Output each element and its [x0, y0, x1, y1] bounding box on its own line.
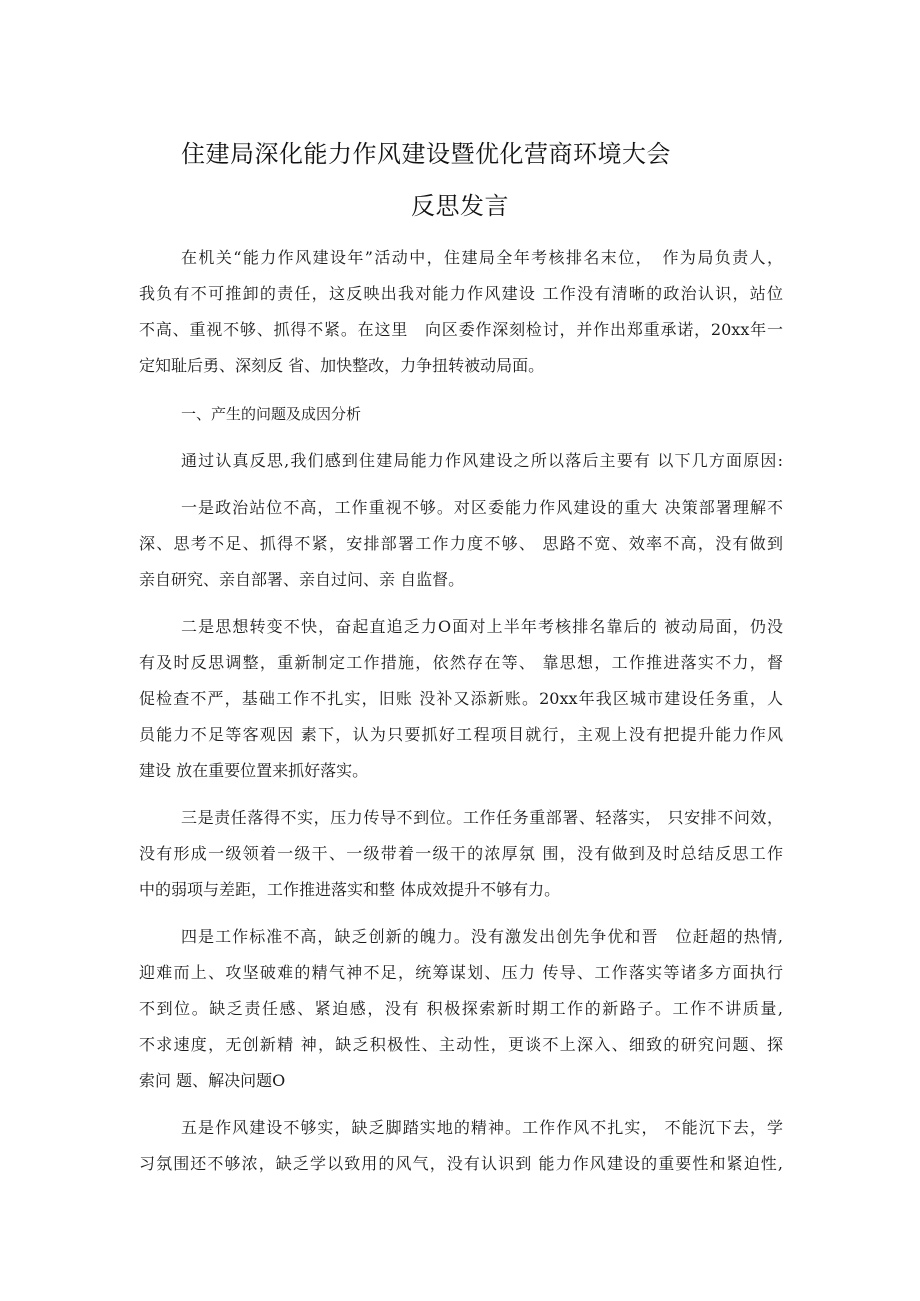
- paragraph-line: 不高、重视不够、抓得不紧。在这里 向区委作深刻检讨，并作出郑重承诺，20xx年一: [139, 320, 783, 339]
- paragraph-line: 没有形成一级领着一级干、一级带着一级干的浓厚氛 围，没有做到及时总结反思工作: [139, 844, 783, 863]
- paragraph-line: 定知耻后勇、深刻反 省、加快整改，力争扭转被动局面。: [139, 356, 545, 375]
- paragraph-line: 亲自研究、亲自部署、亲自过问、亲 自监督。: [139, 570, 465, 589]
- paragraph-line: 索问 题、解决问题O: [139, 1071, 286, 1090]
- paragraph-line: 建设 放在重要位置来抓好落实。: [139, 761, 369, 780]
- document-title-line-2: 反思发言: [411, 192, 509, 220]
- paragraph-line: 四是工作标准不高，缺乏创新的魄力。没有激发出创先争优和晋 位赶超的热情,: [181, 927, 783, 946]
- paragraph-line: 促检查不严，基础工作不扎实，旧账 没补又添新账。20xx年我区城市建设任务重，人: [139, 689, 783, 708]
- paragraph-line: 我负有不可推卸的责任，这反映出我对能力作风建设 工作没有清晰的政治认识，站位: [139, 284, 783, 303]
- paragraph-line: 习氛围还不够浓，缺乏学以致用的风气，没有认识到 能力作风建设的重要性和紧迫性,: [139, 1154, 783, 1173]
- paragraph-line: 三是责任落得不实，压力传导不到位。工作任务重部署、轻落实， 只安排不问效，: [181, 808, 783, 827]
- paragraph-line: 员能力不足等客观因 素下，认为只要抓好工程项目就行，主观上没有把提升能力作风: [139, 725, 783, 744]
- paragraph-line: 五是作风建设不够实，缺乏脚踏实地的精神。工作作风不扎实， 不能沉下去，学: [181, 1118, 783, 1137]
- paragraph-line: 深、思考不足、抓得不紧，安排部署工作力度不够、 思路不宽、效率不高，没有做到: [139, 534, 783, 553]
- paragraph-line: 中的弱项与差距，工作推进落实和整 体成效提升不够有力。: [139, 880, 561, 899]
- paragraph-line: 二是思想转变不快，奋起直追乏力O面对上半年考核排名靠后的 被动局面，仍没: [181, 617, 783, 636]
- section-heading: 一、产生的问题及成因分析: [181, 405, 362, 423]
- paragraph-line: 在机关“能力作风建设年”活动中，住建局全年考核排名末位， 作为局负责人，: [181, 248, 783, 267]
- paragraph-line: 不求速度，无创新精 神，缺乏积极性、主动性，更谈不上深入、细致的研究问题、探: [139, 1035, 783, 1054]
- paragraph-line: 通过认真反思,我们感到住建局能力作风建设之所以落后主要有 以下几方面原因:: [181, 451, 783, 470]
- paragraph-line: 不到位。缺乏责任感、紧迫感，没有 积极探索新时期工作的新路子。工作不讲质量,: [139, 999, 783, 1018]
- paragraph-line: 有及时反思调整，重新制定工作措施，依然存在等、 靠思想，工作推进落实不力，督: [139, 653, 783, 672]
- paragraph-line: 迎难而上、攻坚破难的精气神不足，统筹谋划、压力 传导、工作落实等诸多方面执行: [139, 963, 783, 982]
- paragraph-line: 一是政治站位不高，工作重视不够。对区委能力作风建设的重大 决策部署理解不: [181, 498, 783, 517]
- document-title-line-1: 住建局深化能力作风建设暨优化营商环境大会: [181, 140, 671, 168]
